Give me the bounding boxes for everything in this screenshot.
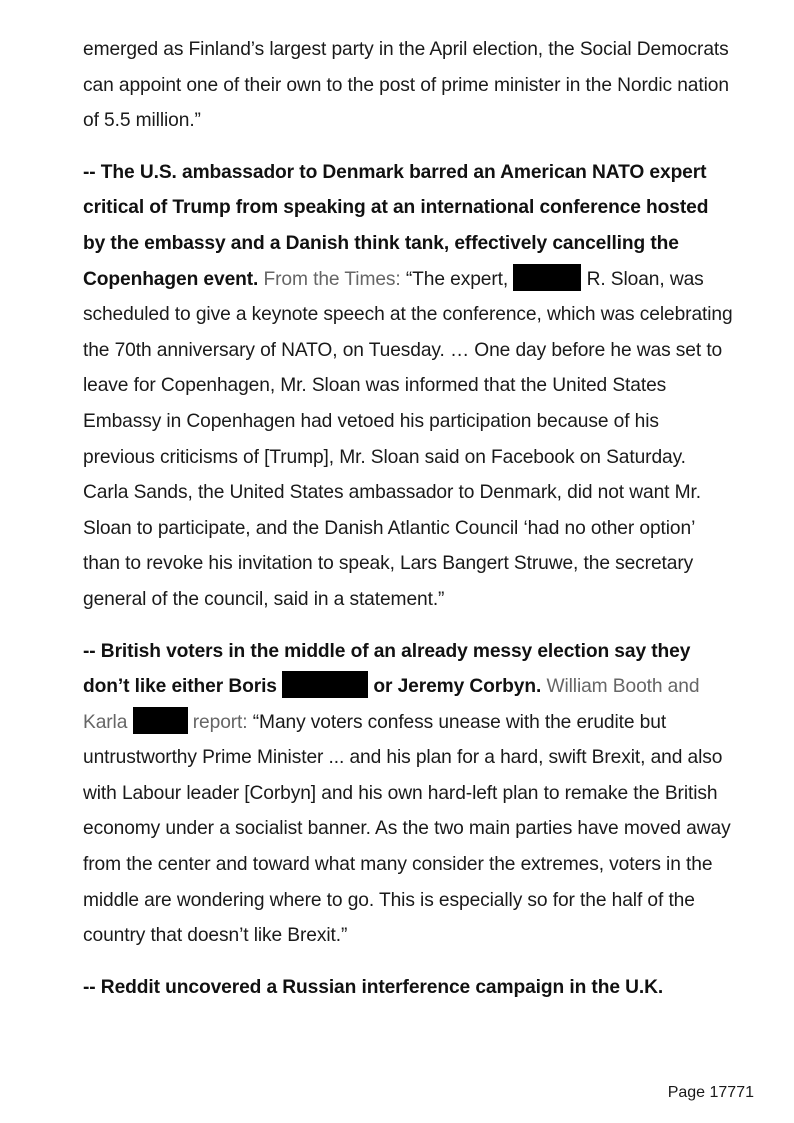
page-number: Page 17771 — [667, 1084, 754, 1101]
quote-body: R. Sloan, was scheduled to give a keynote speech at the conference, which was celebrating the 70th anniversary of NATO, on Tuesday. … One day before he was set to leave for Copenhagen, Mr. Sloan was informed that the United States Embassy in Copenhagen had vetoed his participation because of his previous criticisms of [Trump], Mr. Sloan said on Facebook on Saturday. Carla Sands, the United States ambassador to Denmark, did not want Mr. Sloan to participate, and the Danish Atlantic Council ‘had no other option’ than to revoke his invitation to speak, Lars Bangert Struwe, the secretary general of the council, said in a statement.” — [83, 268, 733, 610]
source-attribution-end: report: — [192, 711, 248, 733]
redaction-box — [513, 264, 581, 291]
redaction-box — [282, 671, 368, 698]
headline: -- Reddit uncovered a Russian interference campaign in the U.K. — [83, 976, 664, 998]
redaction-box — [133, 707, 188, 734]
paragraph-text: emerged as Finland’s largest party in the April election, the Social Democrats can appoint one of their own to the post of prime minister in the Nordic nation of 5.5 million.” — [83, 39, 729, 132]
source-attribution-start: William Booth and Karla — [83, 676, 700, 733]
paragraph-reddit — [83, 970, 733, 1006]
headline-start: -- British voters in the middle of an already messy election say they don’t like either Boris — [83, 640, 691, 698]
paragraph-denmark-nato — [83, 155, 733, 618]
paragraph-finland — [83, 32, 733, 139]
quote-body: “Many voters confess unease with the erudite but untrustworthy Prime Minister ... and his plan for a hard, swift Brexit, and also with Labour leader [Corbyn] and his own hard-left plan to remake the British economy under a socialist banner. As the two main parties have moved away from the center and toward what many consider the extremes, voters in the middle are wondering where to go. This is especially so for the half of the country that doesn’t like Brexit.” — [83, 711, 731, 947]
headline: -- The U.S. ambassador to Denmark barred an American NATO expert critical of Trump from speaking at an international conference hosted by the embassy and a Danish think tank, effectively cancelling the Copenhagen event. — [83, 161, 709, 290]
document-body — [83, 32, 733, 1005]
headline-end: or Jeremy Corbyn. — [373, 676, 542, 698]
source-attribution: From the Times: — [263, 268, 401, 290]
paragraph-british-voters — [83, 634, 733, 954]
quote-start: “The expert, — [405, 268, 509, 290]
